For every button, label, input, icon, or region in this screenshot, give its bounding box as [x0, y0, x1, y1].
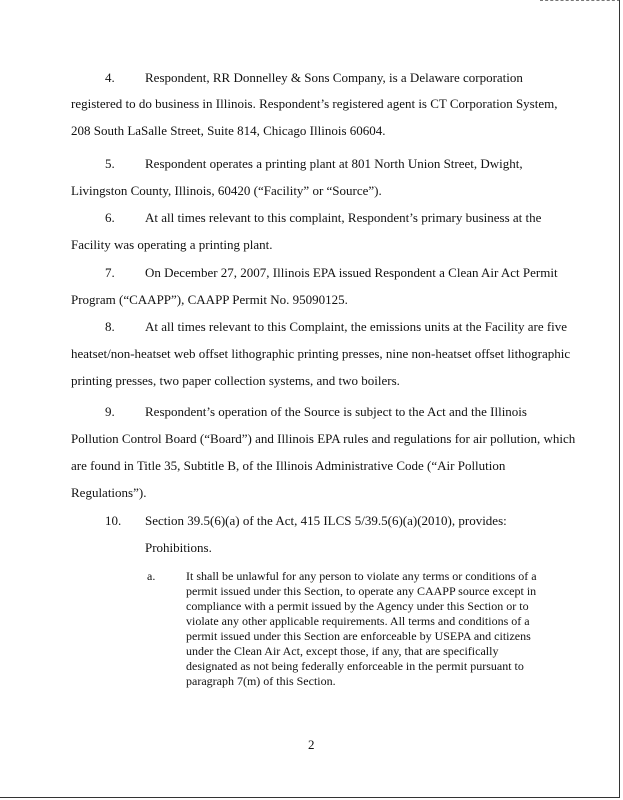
- paragraph-line: Respondent, RR Donnelley & Sons Company, is a Delaware corporation: [145, 70, 523, 85]
- paragraph-line: At all times relevant to this complaint, Respondent’s primary business at the: [145, 210, 542, 225]
- quote-line: designated as not being federally enforceable in the permit pursuant to: [186, 659, 524, 673]
- paragraph-line: Section 39.5(6)(a) of the Act, 415 ILCS 5/39.5(6)(a)(2010), provides:: [145, 513, 507, 528]
- quote-line: under the Clean Air Act, except those, if any, that are specifically: [186, 644, 499, 658]
- paragraph-line: Program (“CAAPP”), CAAPP Permit No. 95090125.: [71, 292, 348, 307]
- paragraph-line: heatset/non-heatset web offset lithographic printing presses, nine non-heatset offset lithographic: [71, 346, 571, 361]
- paragraph-line: registered to do business in Illinois. Respondent’s registered agent is CT Corporation System,: [71, 96, 558, 111]
- paragraph-line: Facility was operating a printing plant.: [71, 237, 273, 252]
- paragraph-number: 4.: [105, 70, 115, 85]
- paragraph-line: Respondent operates a printing plant at 801 North Union Street, Dwight,: [145, 156, 523, 171]
- quote-line: compliance with a permit issued by the Agency under this Section or to: [186, 599, 529, 613]
- paragraph-number: 8.: [105, 319, 115, 334]
- paragraph-line: Pollution Control Board (“Board”) and Illinois EPA rules and regulations for air pollution, which: [71, 431, 576, 446]
- paragraph-line: 208 South LaSalle Street, Suite 814, Chicago Illinois 60604.: [71, 123, 386, 138]
- quote-line: paragraph 7(m) of this Section.: [186, 674, 336, 688]
- quote-line: violate any other applicable requirements. All terms and conditions of a: [186, 614, 530, 628]
- scan-edge-right: [619, 0, 620, 798]
- paragraph-number: 10.: [105, 513, 122, 528]
- quote-line: permit issued under this Section are enforceable by USEPA and citizens: [186, 629, 531, 643]
- paragraph-line: are found in Title 35, Subtitle B, of the Illinois Administrative Code (“Air Pollution: [71, 458, 506, 473]
- page-number: 2: [308, 737, 315, 752]
- scan-edge-top: [540, 0, 620, 2]
- section-heading: Prohibitions.: [145, 540, 212, 555]
- paragraph-line: On December 27, 2007, Illinois EPA issued Respondent a Clean Air Act Permit: [145, 265, 558, 280]
- paragraph-line: Respondent’s operation of the Source is subject to the Act and the Illinois: [145, 404, 527, 419]
- paragraph-line: Regulations”).: [71, 485, 147, 500]
- paragraph-number: 9.: [105, 404, 115, 419]
- paragraph-number: 6.: [105, 210, 115, 225]
- paragraph-line: printing presses, two paper collection systems, and two boilers.: [71, 373, 400, 388]
- paragraph-line: At all times relevant to this Complaint, the emissions units at the Facility are five: [145, 319, 568, 334]
- paragraph-line: Livingston County, Illinois, 60420 (“Facility” or “Source”).: [71, 183, 382, 198]
- quote-label: a.: [147, 569, 156, 583]
- paragraph-number: 7.: [105, 265, 115, 280]
- quote-line: permit issued under this Section, to operate any CAAPP source except in: [186, 584, 537, 598]
- paragraph-number: 5.: [105, 156, 115, 171]
- quote-line: It shall be unlawful for any person to violate any terms or conditions of a: [186, 569, 537, 583]
- scan-edge-bottom: [0, 797, 620, 798]
